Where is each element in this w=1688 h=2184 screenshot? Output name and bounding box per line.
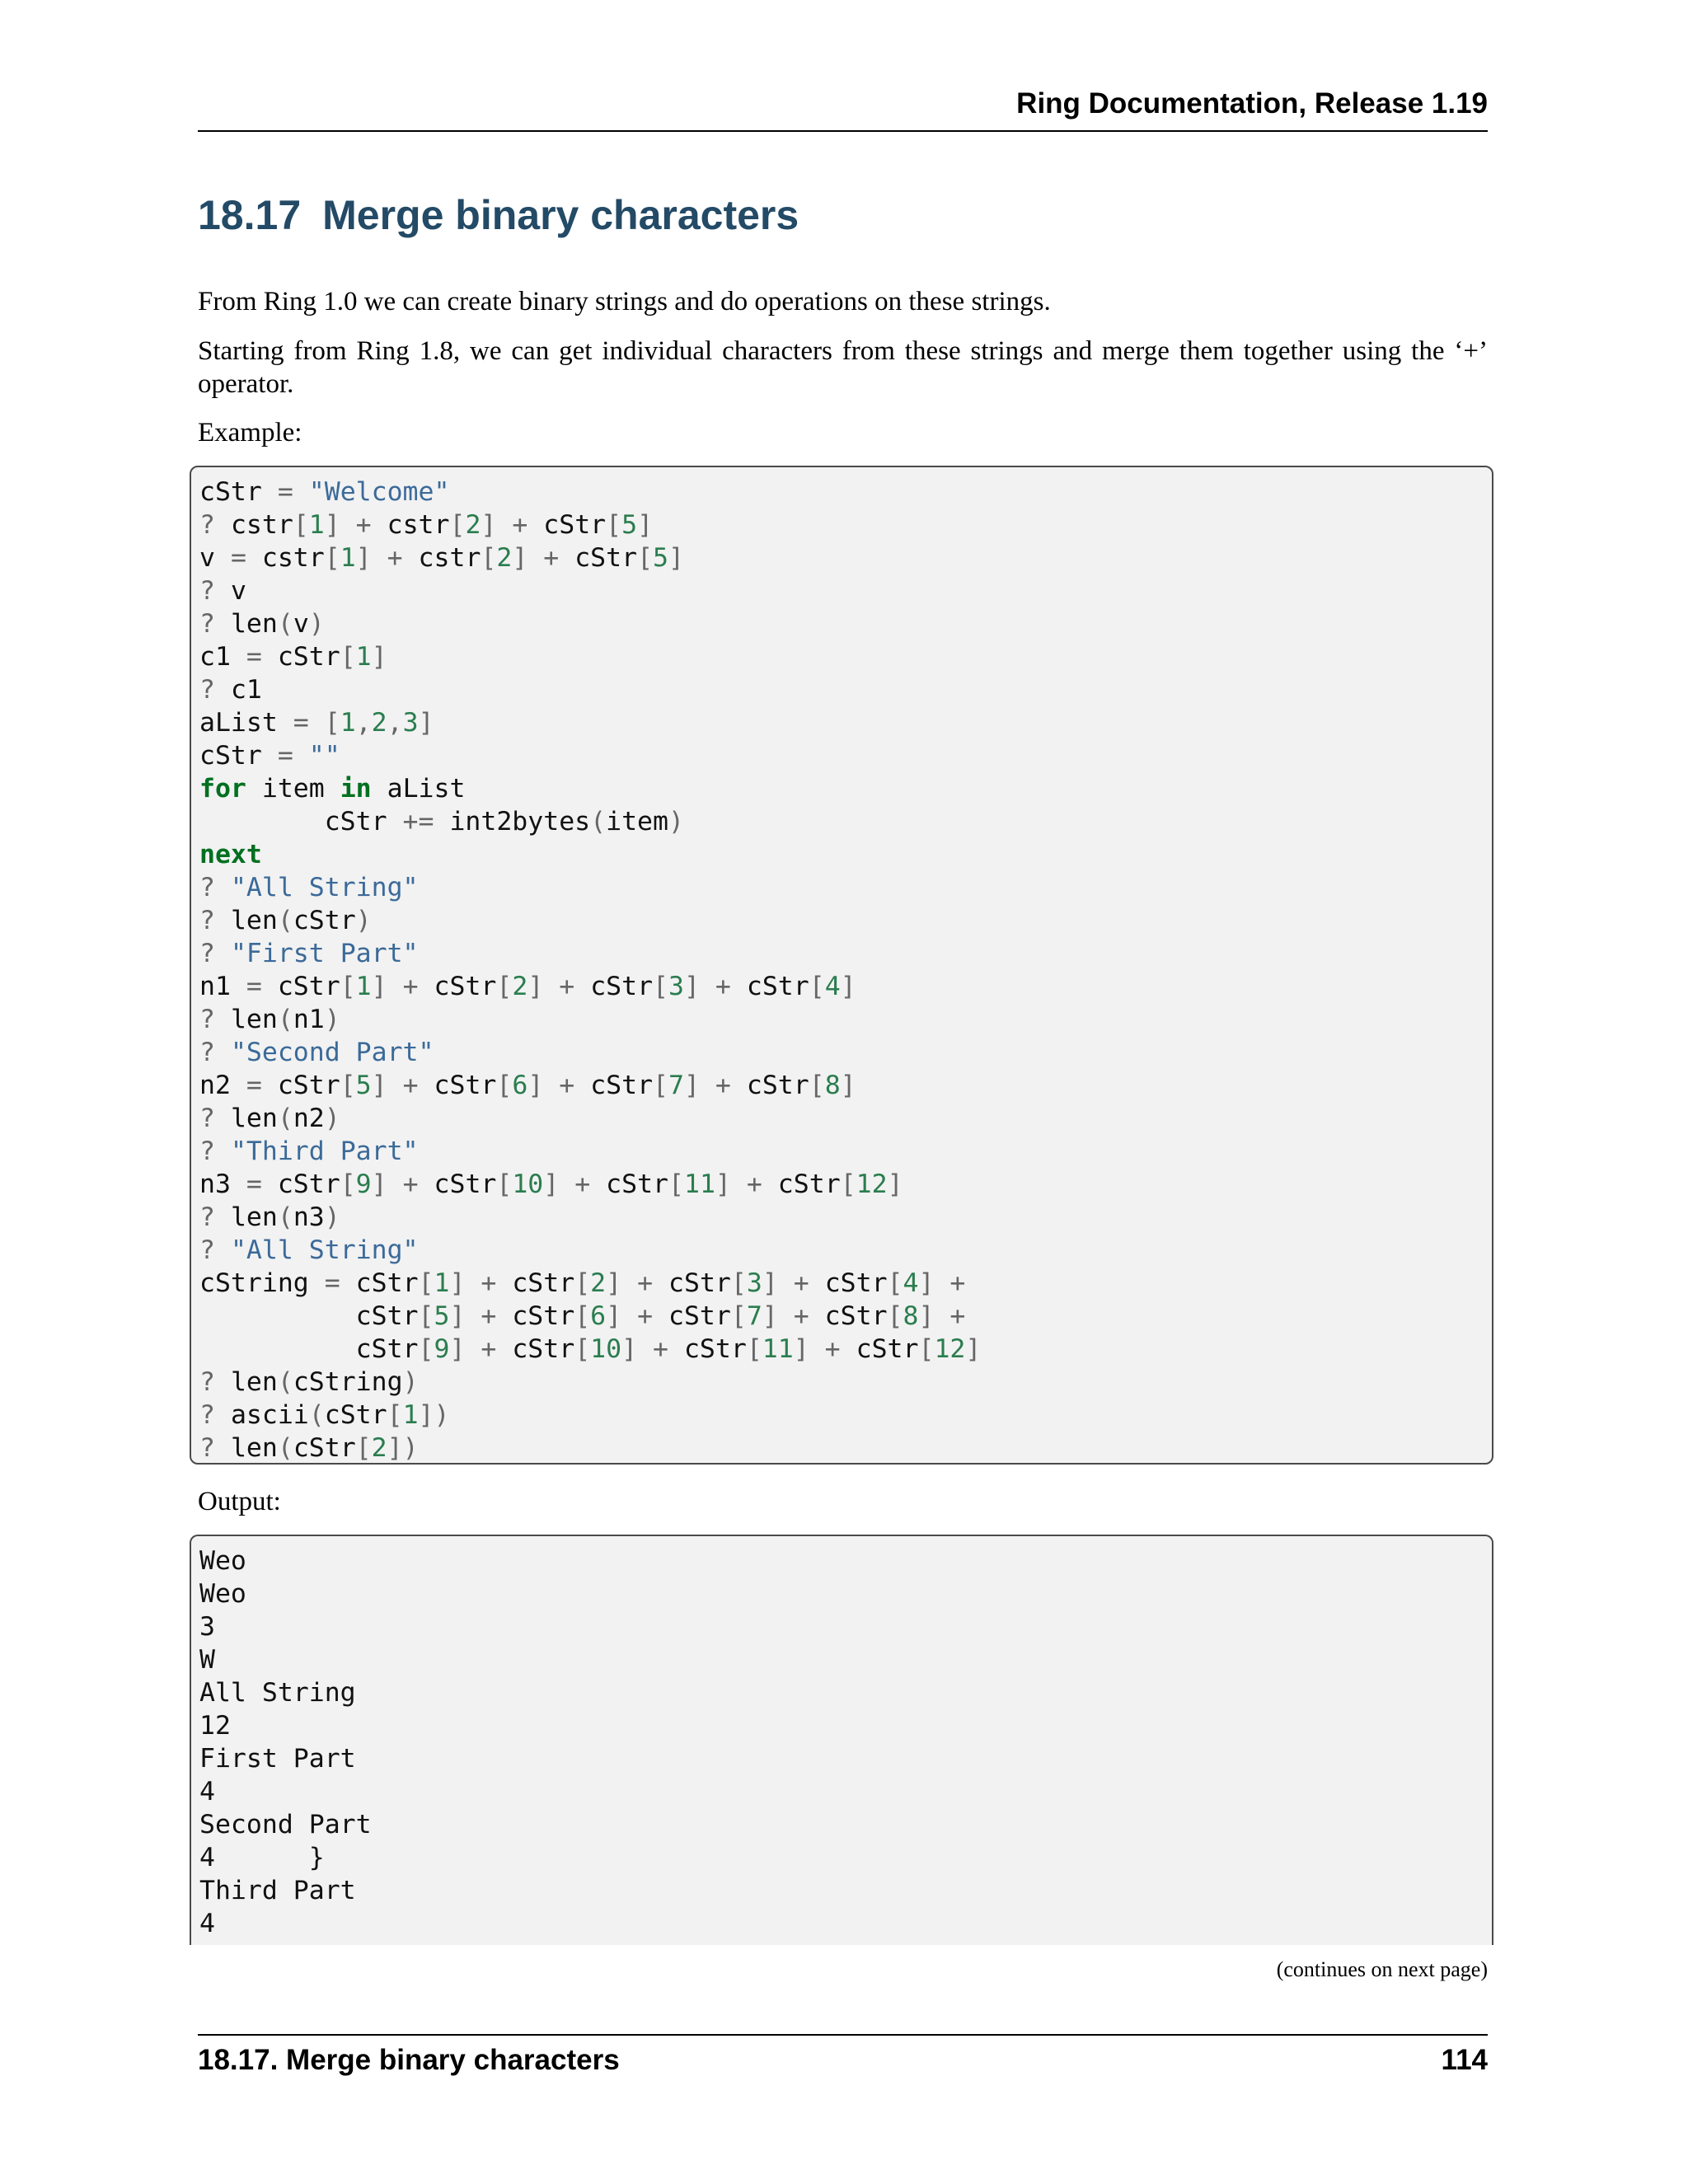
code-line: ? "First Part" (199, 939, 419, 968)
example-label: Example: (198, 418, 302, 448)
output-line: Third Part (199, 1876, 356, 1905)
running-header (198, 87, 1488, 132)
code-line: ? "Second Part" (199, 1038, 434, 1067)
code-line: next (199, 840, 262, 869)
output-line: Weo (199, 1579, 246, 1609)
section-title: Merge binary characters (322, 192, 799, 238)
code-line: n2 = cStr[5] + cStr[6] + cStr[7] + cStr[8] (199, 1071, 856, 1100)
running-header-title: Ring Documentation, Release 1.19 (1016, 87, 1488, 120)
code-line: ? c1 (199, 675, 262, 705)
section-heading (198, 191, 799, 239)
code-line: cString = cStr[1] + cStr[2] + cStr[3] + cStr[4] + (199, 1268, 966, 1298)
code-line: n3 = cStr[9] + cStr[10] + cStr[11] + cStr[12] (199, 1169, 903, 1199)
output-line: 12 (199, 1711, 231, 1741)
continues-note: (continues on next page) (1276, 1957, 1488, 1981)
output-code (191, 1544, 1492, 1940)
code-line: for item in aList (199, 774, 466, 804)
code-line: ? len(n3) (199, 1202, 340, 1232)
output-line: First Part (199, 1744, 356, 1774)
code-line: aList = [1,2,3] (199, 708, 434, 738)
output-line: 3 (199, 1612, 215, 1642)
code-line: ? "Third Part" (199, 1137, 419, 1166)
code-line: ? len(n2) (199, 1104, 340, 1133)
code-line: ? ascii(cStr[1]) (199, 1400, 450, 1430)
code-line: cStr = "Welcome" (199, 477, 450, 507)
code-line: n1 = cStr[1] + cStr[2] + cStr[3] + cStr[4] (199, 972, 856, 1001)
example-code-block[interactable] (190, 466, 1493, 1465)
code-line: cStr[9] + cStr[10] + cStr[11] + cStr[12] (355, 1334, 982, 1364)
output-code-block[interactable] (190, 1535, 1493, 1945)
output-line: 4 (199, 1777, 215, 1807)
section-number: 18.17 (198, 192, 302, 238)
code-line: ? "All String" (199, 873, 419, 902)
description-paragraph: Starting from Ring 1.8, we can get individual characters from these strings and merge them together using the ‘+’ operator. (198, 336, 1488, 399)
code-line: ? len(cStr[2]) (199, 1433, 419, 1463)
footer-page-number: 114 (1441, 2044, 1488, 2076)
code-line: cStr[5] + cStr[6] + cStr[7] + cStr[8] + (355, 1301, 966, 1331)
code-line: ? len(n1) (199, 1005, 340, 1034)
code-line: ? len(cString) (199, 1367, 419, 1397)
code-line: ? "All String" (199, 1235, 419, 1265)
code-line: c1 = cStr[1] (199, 642, 387, 672)
footer-section: 18.17. Merge binary characters (198, 2044, 620, 2076)
code-line: ? v (199, 576, 246, 606)
output-line: 4 } (199, 1843, 325, 1872)
code-line: ? len(cStr) (199, 906, 372, 935)
output-line: All String (199, 1678, 356, 1708)
output-line: 4 (199, 1909, 215, 1938)
output-line: Weo (199, 1546, 246, 1576)
code-line: ? len(v) (199, 609, 325, 639)
code-line: cStr += int2bytes(item) (324, 807, 684, 837)
code-line: v = cstr[1] + cstr[2] + cStr[5] (199, 543, 684, 573)
output-line: W (199, 1645, 215, 1675)
footer-rule (198, 2034, 1488, 2036)
output-line: Second Part (199, 1810, 372, 1840)
intro-paragraph: From Ring 1.0 we can create binary strings and do operations on these strings. (198, 287, 1051, 316)
output-label: Output: (198, 1487, 281, 1516)
example-code (191, 476, 1492, 1465)
code-line: ? cstr[1] + cstr[2] + cStr[5] (199, 510, 654, 540)
code-line: cStr = "" (199, 741, 340, 771)
